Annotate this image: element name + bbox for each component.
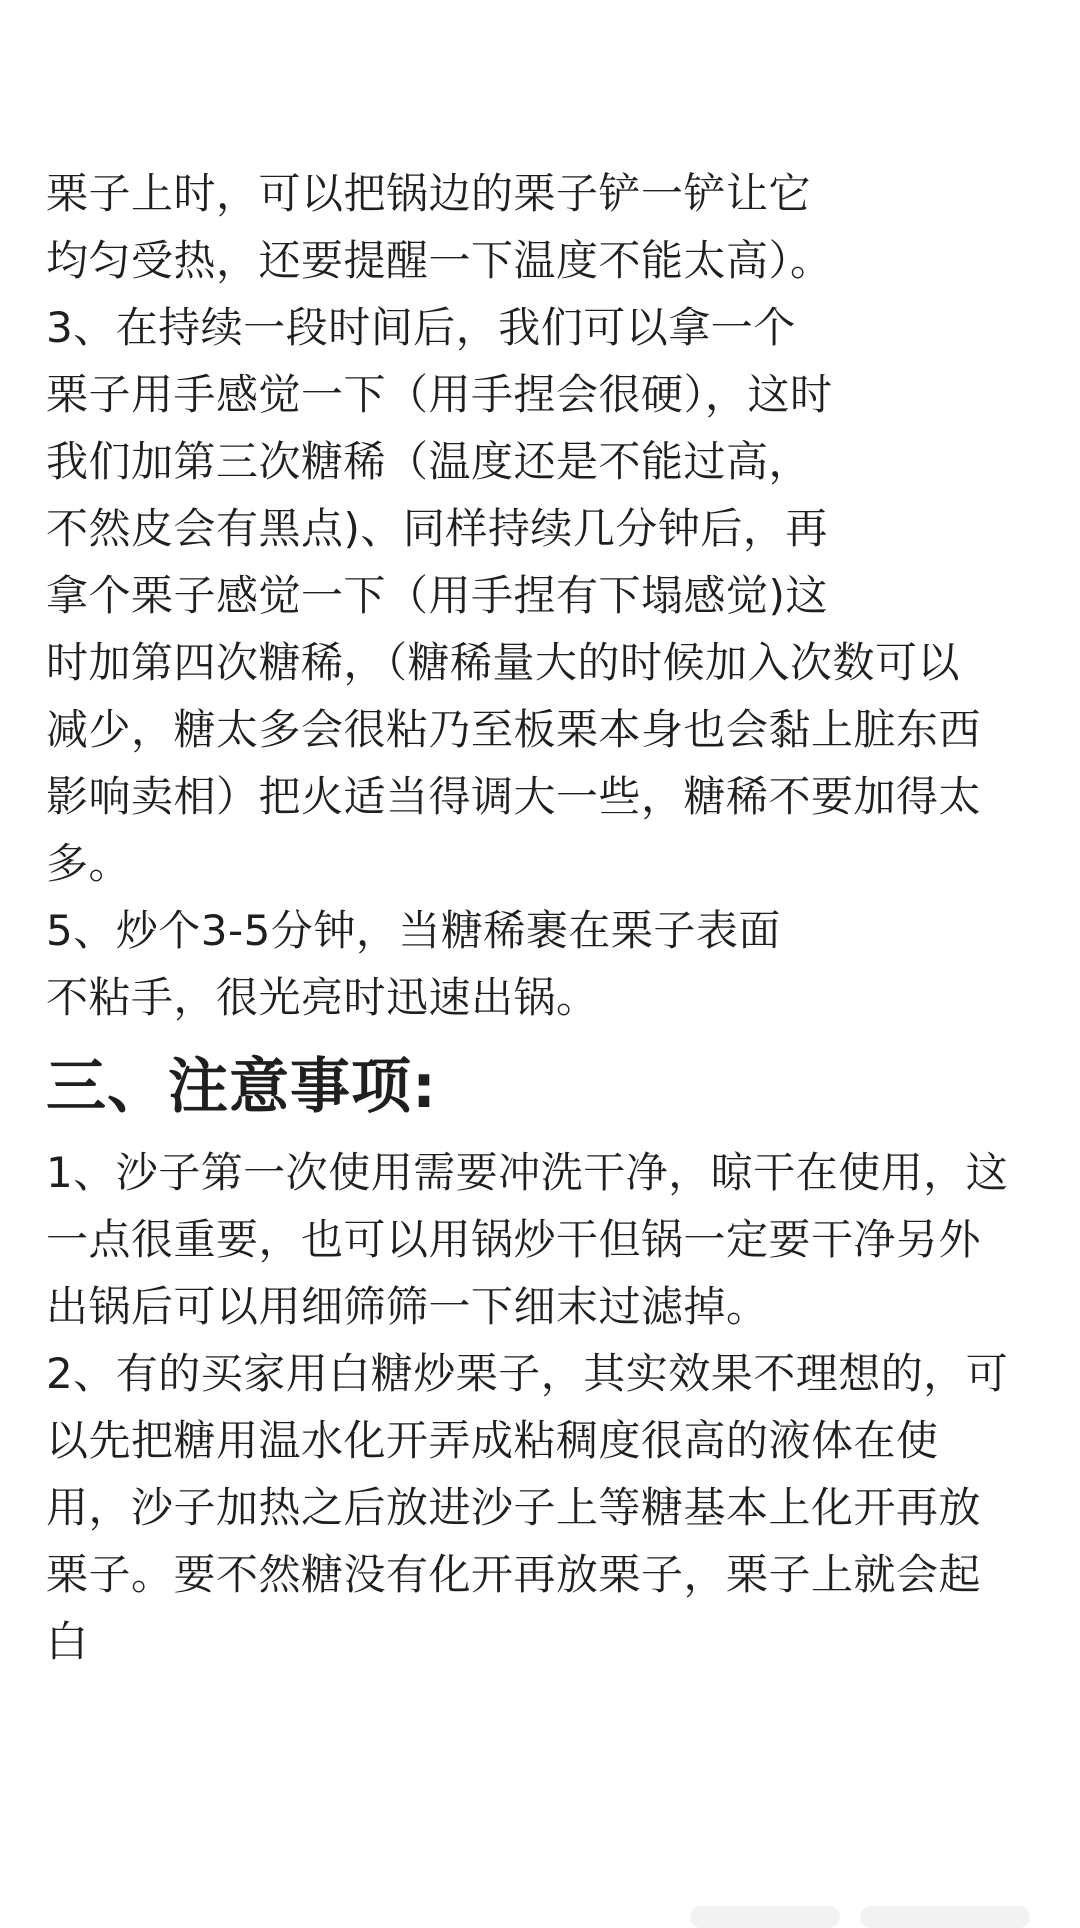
text-line: 不粘手，很光亮时迅速出锅。 [46, 973, 599, 1022]
text-line: 一点很重要，也可以用锅炒干但锅一定要干净另外 [46, 1215, 982, 1264]
text-line: 均匀受热，还要提醒一下温度不能太高）。 [46, 236, 833, 285]
text-line: 5、炒个3-5分钟，当糖稀裹在栗子表面 [46, 906, 781, 955]
text-line: 我们加第三次糖稀（温度还是不能过高， [46, 437, 812, 486]
text-line: 拿个栗子感觉一下（用手捏有下塌感觉)这 [46, 571, 828, 620]
text-line: 出锅后可以用细筛筛一下细末过滤掉。 [46, 1282, 769, 1331]
text-line: 以先把糖用温水化开弄成粘稠度很高的液体在使 [46, 1416, 939, 1465]
bottom-edge [0, 1906, 1080, 1920]
text-line: 时加第四次糖稀，（糖稀量大的时候加入次数可以 [46, 638, 961, 687]
bottom-pill-left [690, 1906, 840, 1928]
section-heading: 三、注意事项: [46, 1052, 437, 1122]
text-line: 不然皮会有黑点)、同样持续几分钟后，再 [46, 504, 828, 553]
text-line: 用，沙子加热之后放进沙子上等糖基本上化开再放 [46, 1483, 982, 1532]
text-line: 栗子。要不然糖没有化开再放栗子，栗子上就会起 [46, 1550, 982, 1599]
text-line: 多。 [46, 839, 132, 888]
text-line: 影响卖相）把火适当得调大一些，糖稀不要加得太 [46, 772, 982, 821]
text-line: 1、沙子第一次使用需要冲洗干净，晾干在使用，这 [46, 1148, 1009, 1197]
text-line: 3、在持续一段时间后，我们可以拿一个 [46, 303, 796, 352]
text-line: 白 [46, 1617, 89, 1666]
text-line: 栗子用手感觉一下（用手捏会很硬），这时 [46, 370, 833, 419]
text-line: 2、有的买家用白糖炒栗子，其实效果不理想的，可 [46, 1349, 1009, 1398]
article-body [46, 160, 1056, 1675]
bottom-pill-right [860, 1906, 1030, 1928]
text-line: 减少，糖太多会很粘乃至板栗本身也会黏上脏东西 [46, 705, 982, 754]
text-line: 栗子上时，可以把锅边的栗子铲一铲让它 [46, 169, 812, 218]
